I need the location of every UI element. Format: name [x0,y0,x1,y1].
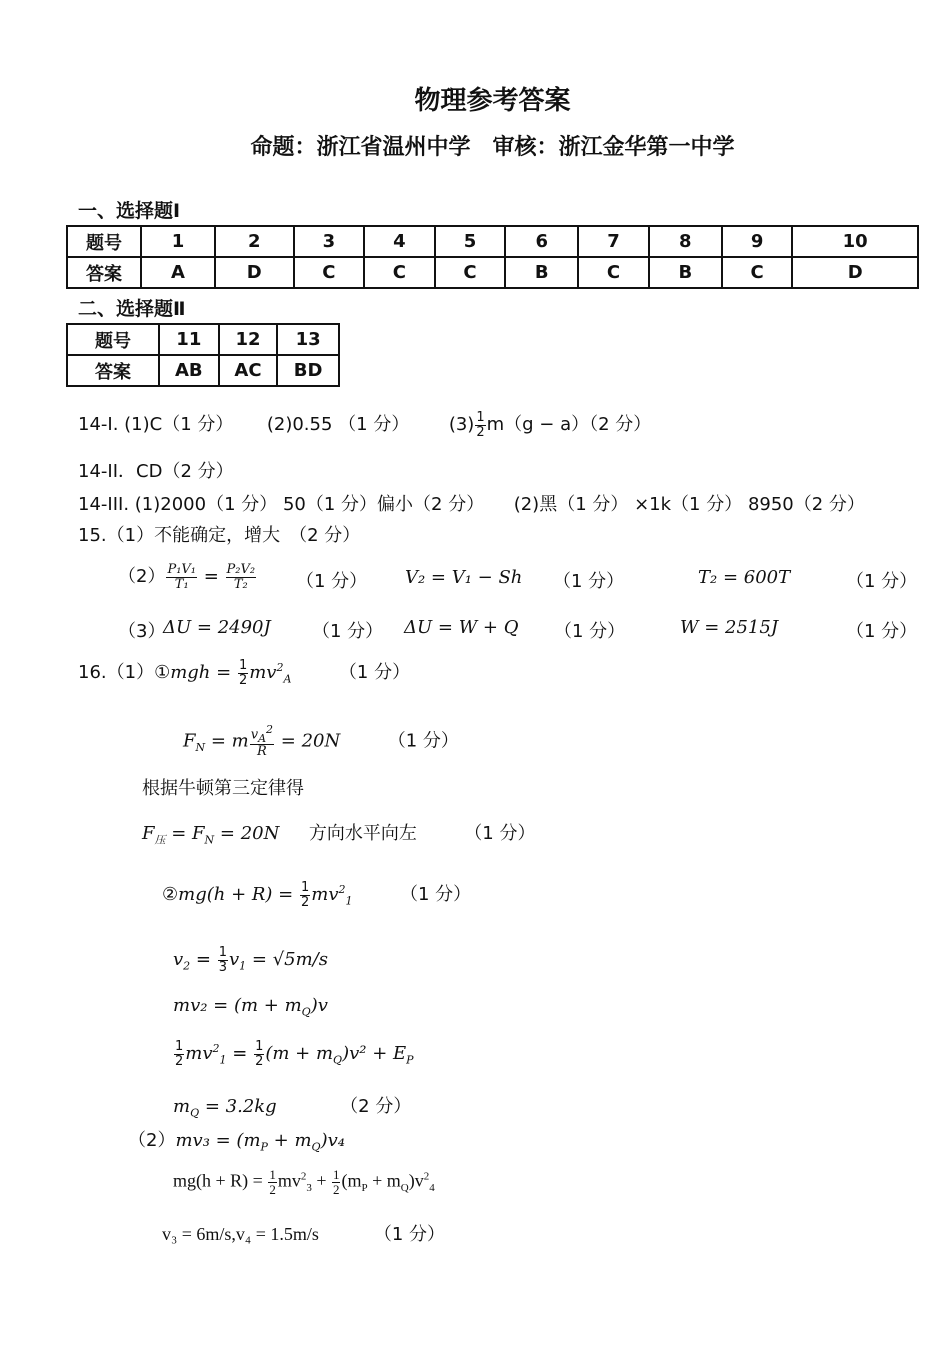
q16-l9-rest: = 3.2kg [204,1096,277,1117]
sub-n: N [204,833,215,847]
q16-line6: $v_2$ = $\frac{1}{3}$ $v_1 = √5m/s$ [173,945,328,975]
question-number: 5 [435,226,506,257]
q15-part2: （2） $\frac{\text{P₁V₁}}{\text{T₁}}$ = $\frac{\text{P₂V₂}}{\text{T₂}}$ [118,561,256,592]
q15-p2-eq2: V₂ = V₁ − Sh [405,567,523,588]
q14-ii-line: 14-II．CD（2 分） [78,461,234,482]
section1-table [66,225,919,289]
frac-den-3: 3 [218,959,227,975]
q16-l9-m: m [173,1096,191,1117]
q16-line5 [162,880,471,909]
question-number: 10 [792,226,918,257]
frac-num-1: 1 [238,657,248,673]
sub-3: 3 [306,1181,312,1194]
q15-line1: 15.（1）不能确定，增大 （2 分） [78,525,361,546]
question-number: 7 [578,226,649,257]
q16-line4 [142,819,535,848]
question-number: 13 [277,324,339,355]
q16-l1-prefix: 16.（1）① [78,662,171,683]
q16-l5-lhs: mg(h + R) = [178,884,294,905]
fraction [254,1040,264,1068]
q16-p2-l2-mid2: (m [341,1170,362,1191]
fraction: $\frac{1}{2}$ [476,409,485,440]
sup-2: 2 [338,883,346,896]
answer-cell: B [505,257,578,288]
sub-1: 1 [219,1053,227,1067]
sub-q: Q [400,1181,409,1194]
q16-l5-score: （1 分） [400,884,472,905]
q15-p3-eq3: W = 2515J [680,617,779,638]
answer-cell: D [792,257,918,288]
frac-den-2: 2 [301,894,310,910]
q16-l8-mid: mv [185,1043,213,1065]
frac-den-2: 2 [238,672,248,688]
q16-line3: 根据牛顿第三定律得 [142,778,304,799]
sub-p: P [406,1053,414,1067]
q16-l5-rhs: mv [311,884,339,905]
q16-line8: $\frac{1}{2}$ $mv^2_1$ = $\frac{1}{2}$ $(m + m_Q)v^2 + E_P$ [175,1039,414,1069]
q16-l4-rest2: = 20N [219,823,280,844]
answer-cell: D [215,257,294,288]
q16-l2-mid: = m [210,730,249,752]
q14-iii-part1: 14-III. (1)2000（1 分） 50（1 分）偏小（2 分） [78,494,485,515]
q15-p3-score1: （1 分） [312,621,384,642]
q16-l7-main: mv₂ = (m + m [173,995,302,1016]
q16-line9 [173,1092,411,1120]
page-subtitle: 命题：浙江省温州中学 审核：浙江金华第一中学 [250,135,735,160]
frac-den-r: R [256,744,267,760]
table-row [67,226,918,257]
fraction: $\frac{\text{P₁V₁}}{\text{T₁}}$ [167,561,197,592]
fraction [300,881,310,909]
table-row [67,257,918,288]
sub-1: 1 [239,959,247,973]
frac-den-2: 2 [269,1181,276,1197]
sub-4: 4 [429,1181,435,1194]
q16-l9-score: （2 分） [340,1096,412,1117]
sub-n: N [195,741,206,755]
row-label-question: 题号 [67,324,159,355]
q16-l2-score: （1 分） [387,730,459,752]
frac-num-1: 1 [218,945,227,960]
q14-i-part3-rest: m（g − a）（2 分） [486,414,652,435]
q15-p3-eq1: ΔU = 2490J [163,617,271,638]
question-number: 1 [141,226,215,257]
frac-den-2: 2 [175,1053,184,1069]
frac-den-2: 2 [255,1053,264,1069]
q16-line2 [183,724,459,759]
sub-1: 1 [345,894,353,908]
q16-l8-mid2: (m + m [265,1043,334,1065]
fraction [332,1168,341,1196]
q16-l5-prefix: ② [162,884,179,905]
frac-num-1: 1 [255,1039,264,1054]
q16-p2-l2-end: )v [408,1170,424,1191]
sub-2: 2 [183,959,191,973]
question-number: 11 [159,324,219,355]
fraction [268,1168,277,1196]
q15-p2-score3: （1 分） [846,571,918,592]
q14-i-line [78,410,651,439]
sub-q: Q [301,1005,311,1019]
q16-l8-end: )v² + E [342,1043,407,1065]
q14-iii-line [78,490,865,516]
q16-l4-rest: = F [171,823,205,844]
sub-p: P [260,1140,268,1154]
sup-2: 2 [276,661,284,674]
sub-a: A [283,672,292,686]
sub-q: Q [190,1106,200,1120]
q15-p2-prefix: （2） [118,566,166,587]
page-title: 物理参考答案 [414,86,571,116]
q16-l6-mid: v [228,949,240,971]
answer-cell: AC [219,355,278,386]
q16-p2-l2-mid: mv [277,1170,301,1191]
q15-p2-score2: （1 分） [553,571,625,592]
q14-i-part1: 14-I. (1)C（1 分） [78,414,234,435]
q16-p2-l3: v₃ = 6m/s,v₄ = 1.5m/s [162,1224,319,1244]
frac-num-1: 1 [332,1167,340,1182]
question-number: 3 [294,226,365,257]
q16-part2-line3 [162,1220,445,1246]
answer-cell: C [294,257,365,288]
q16-l1-rhs: mv [249,662,277,683]
q16-l4-score: （1 分） [464,823,536,844]
q16-l2-lhs: F [183,730,196,752]
q16-line1 [78,658,410,687]
answer-cell: A [141,257,215,288]
fraction [238,659,248,687]
section2-table [66,323,340,387]
question-number: 9 [722,226,793,257]
answer-cell: C [578,257,649,288]
sup-2: 2 [300,1170,307,1183]
q15-p2-score1: （1 分） [296,571,368,592]
row-label-answer: 答案 [67,355,159,386]
fraction: $\frac{\text{P₂V₂}}{\text{T₂}}$ [226,561,256,592]
q16-l4-sub: 压 [154,833,166,847]
section2-heading: 二、选择题Ⅱ [78,298,186,320]
q15-p3-eq2: ΔU = W + Q [404,617,519,638]
sub-q: Q [311,1140,321,1154]
q15-p3-score3: （1 分） [846,621,918,642]
sup-2: 2 [212,1042,220,1056]
q16-l6-rhs: = √5m/s [251,949,328,971]
q16-p2-prefix: （2） [128,1130,176,1151]
q16-l7-end: )v [310,995,328,1016]
fraction [174,1040,184,1068]
answer-cell: C [435,257,506,288]
q16-l1-lhs: mgh = [170,662,232,683]
question-number: 6 [505,226,578,257]
question-number: 4 [364,226,435,257]
q16-p2-l2-lhs: mg(h + R) = [173,1170,263,1191]
q15-p3-prefix: （3） [118,621,166,642]
q15-p2-eq3: T₂ = 600T [698,567,791,588]
frac-num-1: 1 [301,879,310,895]
answer-cell: B [649,257,722,288]
sub-p: P [361,1181,368,1194]
table-row [67,355,339,386]
frac-num-1: 1 [269,1167,276,1182]
fraction [218,946,228,974]
question-number: 8 [649,226,722,257]
q16-line7 [173,995,328,1019]
frac-num-va2: $v_A^2$ [250,723,274,745]
question-number: 2 [215,226,294,257]
sup-2: 2 [423,1170,430,1183]
fraction [250,724,274,759]
sub-q: Q [333,1053,343,1067]
frac-den-2: 2 [332,1181,340,1197]
q15-p3-score2: （1 分） [554,621,626,642]
q16-l4-f: F [142,823,155,844]
row-label-answer: 答案 [67,257,141,288]
q16-l2-rhs: = 20N [280,730,341,752]
answer-cell: AB [159,355,219,386]
frac-num-1: 1 [175,1039,184,1054]
section1-heading: 一、选择题Ⅰ [78,200,181,222]
q16-l6-lhs: v [173,949,184,971]
table-row [67,324,339,355]
q16-part2-line1: $(2)mv_3 = (m_P + m_Q)v_4$ [128,1130,345,1154]
q14-i-part2: (2)0.55 （1 分） [266,414,410,435]
row-label-question: 题号 [67,226,141,257]
q16-p2-l3-score: （1 分） [373,1224,446,1245]
q14-iii-part2: (2)黑（1 分） ×1k（1 分） 8950（2 分） [513,494,865,515]
q16-p2-eq-end: )v₄ [320,1130,345,1151]
question-number: 12 [219,324,278,355]
q16-p2-eq: mv₃ = (m [175,1130,261,1151]
q16-l1-score: （1 分） [338,662,411,683]
q16-part2-line2: mg(h + R) = $\frac{1}{2}$ $mv^2_3$ + $\frac{1}{2}$ $(m_P + m_Q)v^2_4$ [173,1167,435,1197]
answer-cell: C [722,257,793,288]
answer-cell: C [364,257,435,288]
answer-cell: BD [277,355,339,386]
q16-l4-direction: 方向水平向左 [308,823,417,844]
q14-i-part3-prefix: (3) [448,414,475,435]
